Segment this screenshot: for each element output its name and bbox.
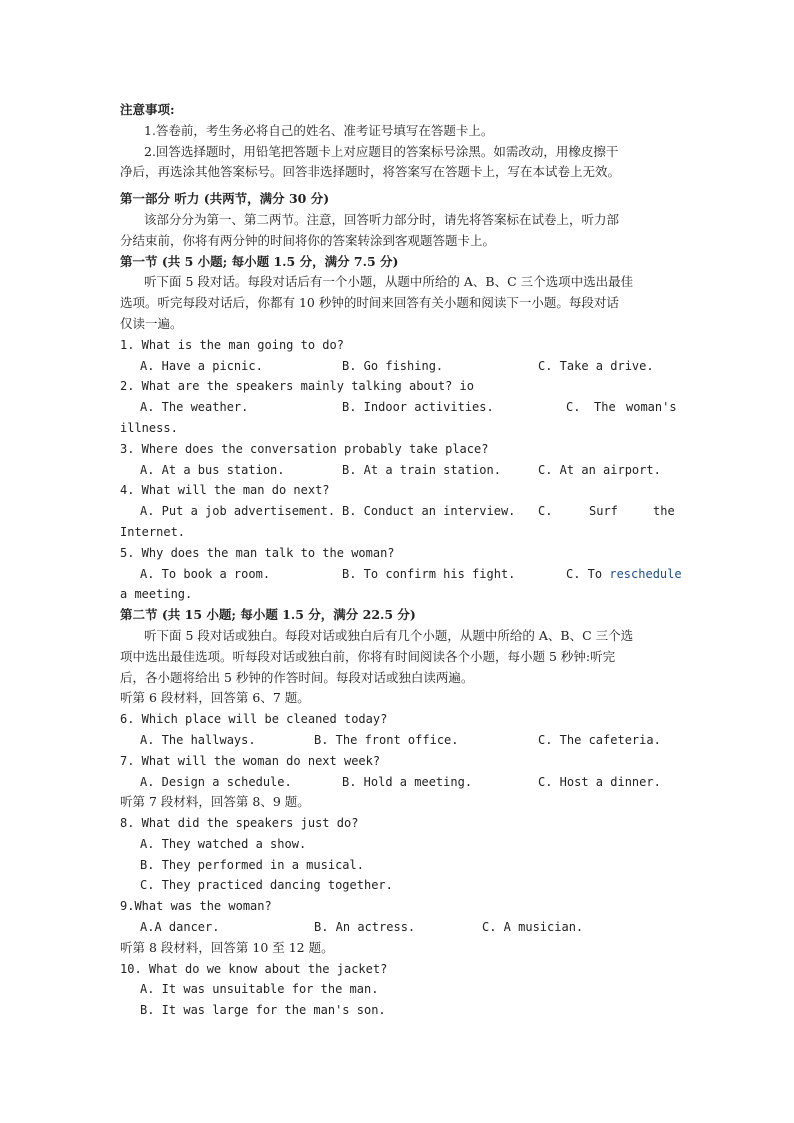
section1-title: 第一节 (共 5 小题; 每小题 1.5 分，满分 7.5 分) — [120, 253, 399, 269]
question-7-options — [120, 772, 676, 793]
option-b: B. They performed in a musical. — [140, 857, 364, 872]
section2-title: 第二节 (共 15 小题; 每小题 1.5 分，满分 22.5 分) — [120, 607, 416, 623]
option-c: C. Host a dinner. — [538, 774, 661, 789]
option-a: A. It was unsuitable for the man. — [140, 982, 379, 997]
option-c-word-2: woman's — [626, 400, 677, 415]
option-a: A. Have a picnic. — [140, 358, 263, 373]
section2-desc-line-2: 项中选出最佳选项。听每段对话或独白前，你将有时间阅读各个小题，每小题 5 秒钟:听完 — [120, 648, 616, 664]
option-c-link-word: reschedule — [609, 566, 682, 581]
option-b: B. An actress. — [314, 920, 416, 935]
option-c-label: C. — [538, 504, 553, 519]
question-5-options — [120, 564, 682, 585]
notice-item-1: 1.答卷前，考生务必将自己的姓名、准考证号填写在答题卡上。 — [144, 122, 494, 138]
question-2-options — [120, 397, 676, 418]
notice-item-2-line-1: 2.回答选择题时，用铅笔把答题卡上对应题目的答案标号涂黑。如需改动，用橡皮擦干 — [144, 143, 619, 159]
option-b: B. Go fishing. — [342, 358, 444, 373]
material-7-heading: 听第 7 段材料，回答第 8、9 题。 — [120, 794, 310, 810]
question-10: 10. What do we know about the jacket? — [120, 961, 388, 976]
option-c: C. Take a drive. — [538, 358, 654, 373]
notice-item-2-line-2: 净后，再选涂其他答案标号。回答非选择题时，将答案写在答题卡上，写在本试卷上无效。 — [120, 164, 621, 180]
option-a: A. The weather. — [140, 400, 249, 415]
option-a: A.A dancer. — [140, 920, 220, 935]
option-c: C. They practiced dancing together. — [140, 878, 393, 893]
question-9-options — [120, 917, 676, 938]
option-b: B. To confirm his fight. — [342, 566, 516, 581]
option-b: B. At a train station. — [342, 462, 501, 477]
question-6-options — [120, 730, 676, 751]
option-c-word-2: the — [653, 504, 675, 519]
option-b: B. It was large for the man's son. — [140, 1003, 386, 1018]
option-a: A. At a bus station. — [140, 462, 285, 477]
question-7: 7. What will the woman do next week? — [120, 753, 381, 768]
section2-desc-line-1: 听下面 5 段对话或独白。每段对话或独白后有几个小题，从题中所给的 A、B、C 三个选 — [144, 627, 634, 643]
option-a: A. Put a job advertisement. — [140, 504, 336, 519]
material-6-heading: 听第 6 段材料，回答第 6、7 题。 — [120, 690, 310, 706]
option-b: B. Hold a meeting. — [342, 774, 473, 789]
option-b: B. Indoor activities. — [342, 400, 494, 415]
option-c-word-1: Surf — [589, 504, 618, 519]
option-c-word-1: The — [594, 400, 616, 415]
question-1: 1. What is the man going to do? — [120, 337, 344, 352]
question-2: 2. What are the speakers mainly talking about? io — [120, 379, 475, 394]
question-4-options — [120, 501, 676, 522]
section1-desc-line-3: 仅读一遍。 — [120, 315, 183, 331]
question-9: 9.What was the woman? — [120, 899, 272, 914]
question-5-option-c-continued: a meeting. — [120, 587, 193, 602]
option-b: B. Conduct an interview. — [342, 504, 516, 519]
option-c-label: C. — [566, 400, 581, 415]
question-2-option-c-continued: illness. — [120, 420, 178, 435]
material-8-heading: 听第 8 段材料，回答第 10 至 12 题。 — [120, 939, 334, 955]
notice-title: 注意事项: — [120, 102, 175, 117]
part1-desc-line-2: 分结束前，你将有两分钟的时间将你的答案转涂到客观题答题卡上。 — [120, 232, 496, 248]
section1-desc-line-1: 听下面 5 段对话。每段对话后有一个小题，从题中所给的 A、B、C 三个选项中选出最佳 — [144, 274, 634, 290]
question-5: 5. Why does the man talk to the woman? — [120, 545, 395, 560]
section2-desc-line-3: 后，各小题将给出 5 秒钟的作答时间。每段对话或独白读两遍。 — [120, 669, 474, 685]
exam-page — [120, 100, 682, 1021]
question-4: 4. What will the man do next? — [120, 483, 330, 498]
question-4-option-c-continued: Internet. — [120, 524, 186, 539]
part1-desc-line-1: 该部分分为第一、第二两节。注意，回答听力部分时，请先将答案标在试卷上，听力部 — [144, 211, 620, 227]
question-6: 6. Which place will be cleaned today? — [120, 712, 388, 727]
option-a: A. The hallways. — [140, 732, 256, 747]
option-c-prefix: C. To — [566, 566, 603, 581]
question-3: 3. Where does the conversation probably take place? — [120, 441, 489, 456]
option-a: A. To book a room. — [140, 566, 271, 581]
option-c: C. At an airport. — [538, 462, 661, 477]
question-3-options — [120, 460, 676, 481]
part1-title: 第一部分 听力 (共两节，满分 30 分) — [120, 191, 330, 207]
option-b: B. The front office. — [314, 732, 459, 747]
option-c: C. A musician. — [482, 920, 584, 935]
question-8: 8. What did the speakers just do? — [120, 816, 359, 831]
question-1-options — [120, 356, 676, 377]
option-a: A. They watched a show. — [140, 836, 307, 851]
option-a: A. Design a schedule. — [140, 774, 292, 789]
option-c: C. The cafeteria. — [538, 732, 661, 747]
option-c — [566, 564, 682, 585]
section1-desc-line-2: 选项。听完每段对话后，你都有 10 秒钟的时间来回答有关小题和阅读下一小题。每段对话 — [120, 295, 619, 311]
